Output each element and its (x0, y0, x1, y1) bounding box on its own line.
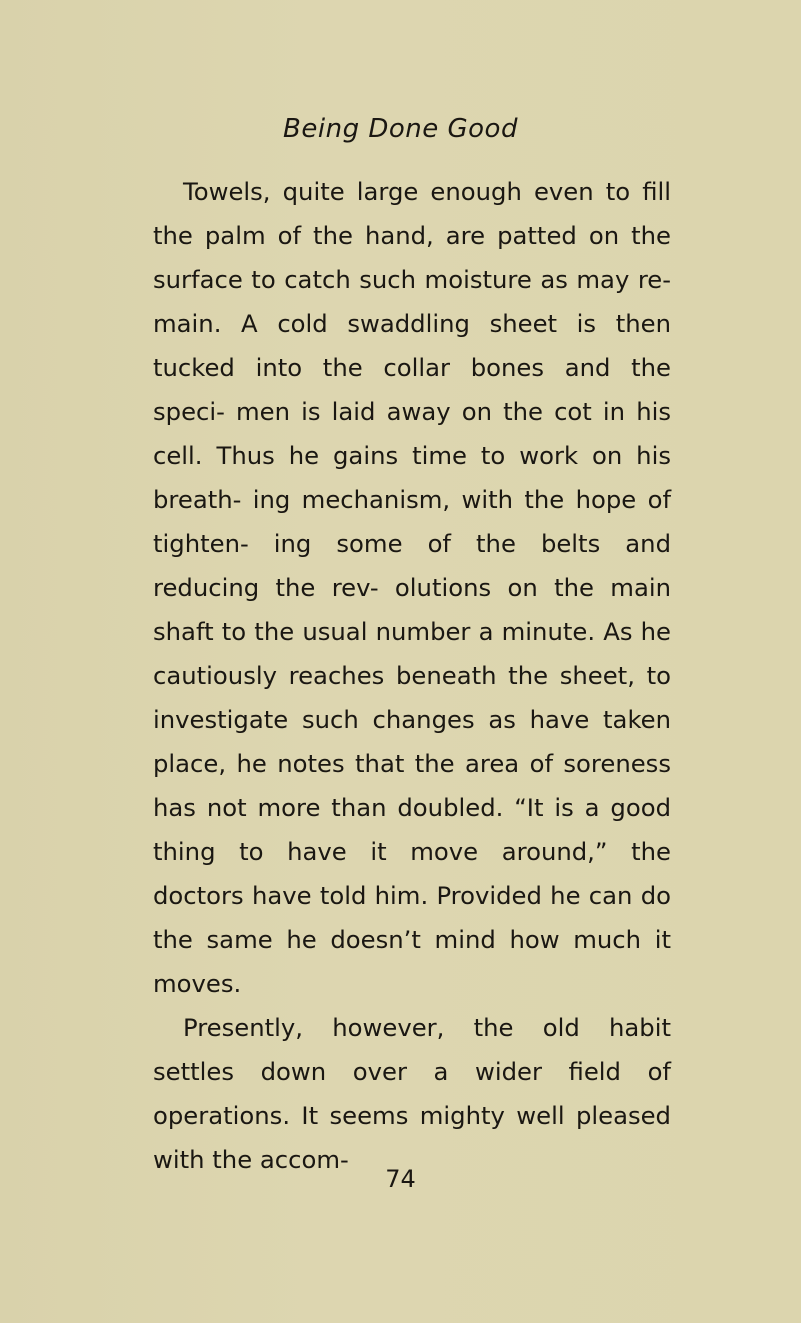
page-body (153, 170, 671, 1182)
running-title: Being Done Good (283, 114, 518, 144)
page-number: 74 (385, 1165, 416, 1193)
paragraph: Towels, quite large enough even to fill the palm of the hand, are patted on the surface to catch such moisture as may re- main. A cold swaddling sheet is then tucked into the collar bones and the speci- men is laid away on the cot in his cell. Thus he gains time to work on his breath- ing mechanism, with the hope of tighten- ing some of the belts and reducing the rev- olutions on the main shaft to the usual number a minute. As he cautiously reaches beneath the sheet, to investigate such changes as have taken place, he notes that the area of soreness has not more than doubled. “It is a good thing to have it move around,” the doctors have told him. Provided he can do the same he doesn’t mind how much it moves. (153, 177, 671, 998)
paragraph: Presently, however, the old habit settles down over a wider field of operations. It seems mighty well pleased with the accom- (153, 1013, 671, 1174)
